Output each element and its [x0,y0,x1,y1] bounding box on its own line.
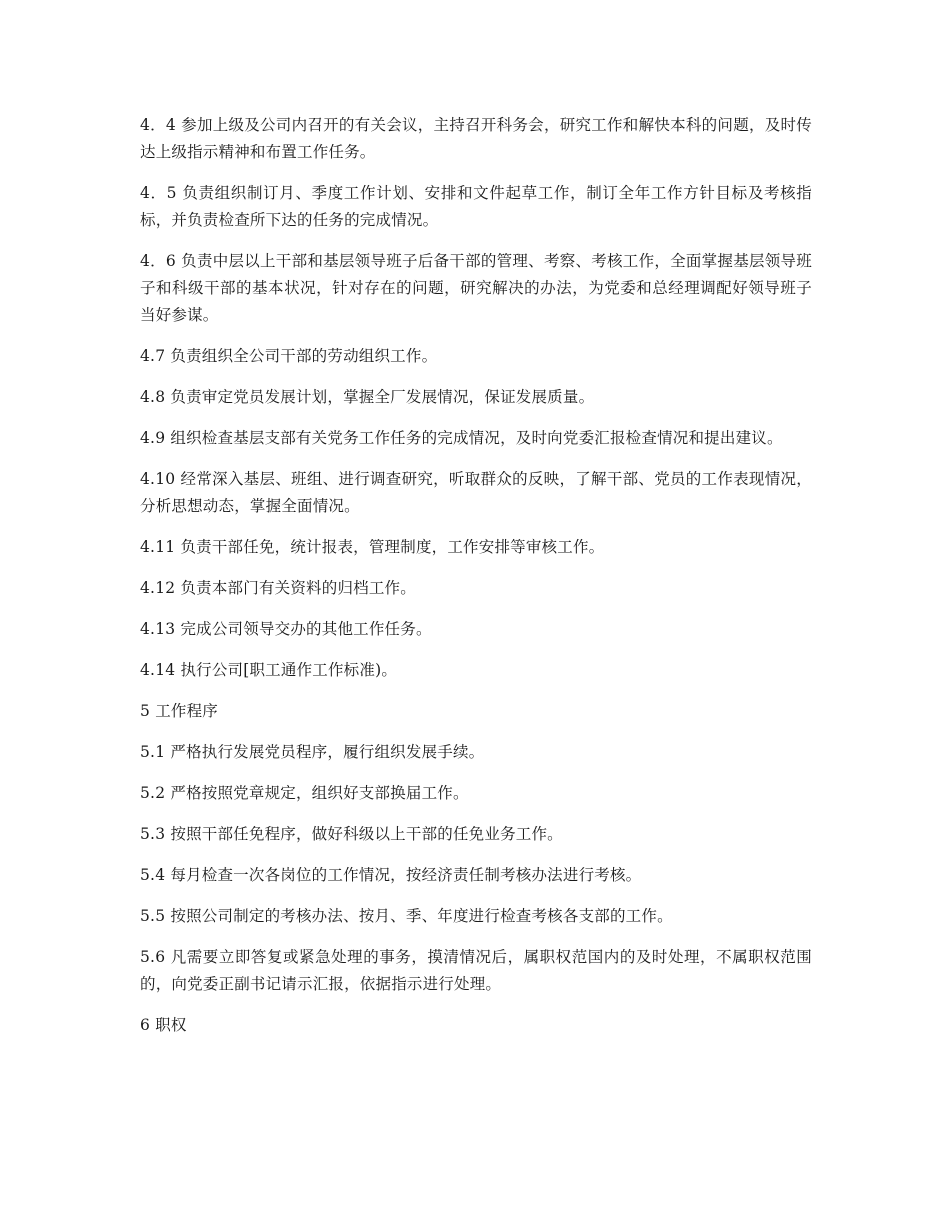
paragraph-4-5: 4．5 负责组织制订月、季度工作计划、安排和文件起草工作，制订全年工作方针目标及考核指标，并负责检查所下达的任务的完成情况。 [140,184,812,229]
paragraph-4-14: 4.14 执行公司[职工通作工作标准)。 [140,661,398,679]
paragraph-5-4: 5.4 每月检查一次各岗位的工作情况，按经济责任制考核办法进行考核。 [140,866,642,884]
paragraph-5-5: 5.5 按照公司制定的考核办法、按月、季、年度进行检查考核各支部的工作。 [140,907,673,925]
paragraph-5-1: 5.1 严格执行发展党员程序，履行组织发展手续。 [140,743,485,761]
paragraph-4-6: 4．6 负责中层以上干部和基层领导班子后备干部的管理、考察、考核工作，全面掌握基层领导班子和科级干部的基本状况，针对存在的问题，研究解决的办法，为党委和总经理调配好领导班子当好参谋。 [140,252,812,324]
paragraph-4-11: 4.11 负责干部任免，统计报表，管理制度，工作安排等审核工作。 [140,538,605,556]
paragraph-4-10: 4.10 经常深入基层、班组、进行调查研究，听取群众的反映，了解干部、党员的工作表现情况，分析思想动态，掌握全面情况。 [140,470,812,515]
paragraph-4-12: 4.12 负责本部门有关资料的归档工作。 [140,579,416,597]
paragraph-4-7: 4.7 负责组织全公司干部的劳动组织工作。 [140,347,438,365]
paragraph-4-8: 4.8 负责审定党员发展计划，掌握全厂发展情况，保证发展质量。 [140,388,595,406]
section-heading-authority: 6 职权 [140,1016,187,1034]
document-body [140,112,812,1053]
paragraph-4-13: 4.13 完成公司领导交办的其他工作任务。 [140,620,432,638]
paragraph-4-4: 4．4 参加上级及公司内召开的有关会议，主持召开科务会，研究工作和解快本科的问题，及时传达上级指示精神和布置工作任务。 [140,116,812,161]
paragraph-5-3: 5.3 按照干部任免程序，做好科级以上干部的任免业务工作。 [140,825,563,843]
paragraph-5-6: 5.6 凡需要立即答复或紧急处理的事务，摸清情况后，属职权范国内的及时处理，不属职权范围的，向党委正副书记请示汇报，依据指示进行处理。 [140,948,812,993]
paragraph-5-2: 5.2 严格按照党章规定，组织好支部换届工作。 [140,784,469,802]
section-heading-work-procedure: 5 工作程序 [140,702,218,720]
paragraph-4-9: 4.9 组织检查基层支部有关党务工作任务的完成情况，及时向党委汇报检查情况和提出建议。 [140,429,783,447]
